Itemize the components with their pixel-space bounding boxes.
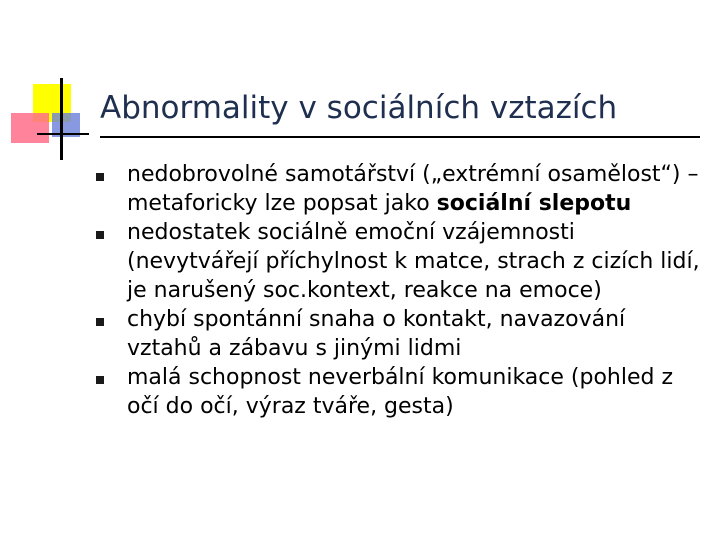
title-underline	[100, 136, 700, 138]
bullet-list	[96, 160, 706, 421]
decorative-logo	[0, 0, 110, 170]
square-bullet-icon	[96, 173, 104, 181]
bullet-text: chybí spontánní snaha o kontakt, navazování vztahů a zábavu s jinými lidmi	[127, 307, 626, 361]
logo-vertical-line	[60, 78, 63, 160]
bullet-item	[96, 218, 706, 305]
bullet-text: nedostatek sociálně emoční vzájemnosti (nevytvářejí příchylnost k matce, strach z cizích lidí, je narušený soc.kontext, reakce na emoce)	[127, 220, 700, 303]
square-bullet-icon	[96, 376, 104, 384]
square-bullet-icon	[96, 231, 104, 239]
bullet-item	[96, 160, 706, 218]
square-bullet-icon	[96, 318, 104, 326]
logo-horizontal-line	[37, 133, 89, 135]
logo-pink-square	[11, 113, 49, 143]
bullet-bold-text: sociální slepotu	[436, 191, 632, 216]
bullet-item	[96, 363, 706, 421]
slide-title: Abnormality v sociálních vztazích	[100, 90, 618, 126]
bullet-text: malá schopnost neverbální komunikace (pohled z očí do očí, výraz tváře, gesta)	[127, 365, 674, 419]
bullet-item	[96, 305, 706, 363]
bullet-text: nedobrovolné samotářství („extrémní osamělost“) – metaforicky lze popsat jako	[127, 162, 699, 216]
